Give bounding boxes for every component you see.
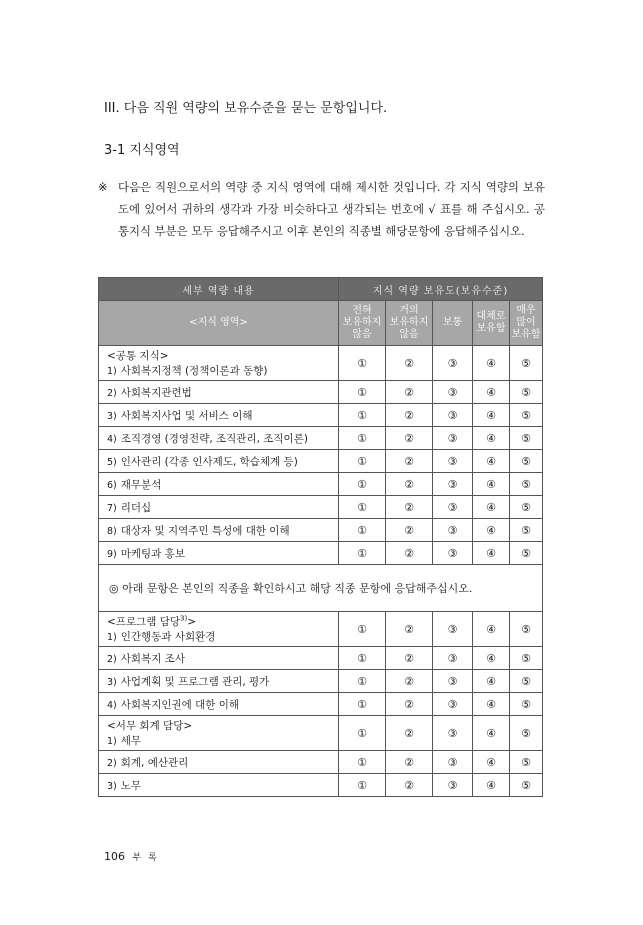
rating-option-2[interactable]: ② xyxy=(386,381,433,404)
header-knowledge-area: <지식 영역> xyxy=(99,301,339,346)
rating-option-2[interactable]: ② xyxy=(386,647,433,670)
rating-option-3[interactable]: ③ xyxy=(433,519,473,542)
knowledge-survey-table xyxy=(98,277,543,797)
table-row xyxy=(99,404,543,427)
rating-option-3[interactable]: ③ xyxy=(433,404,473,427)
rating-option-3[interactable]: ③ xyxy=(433,346,473,381)
item-number: 6) xyxy=(107,479,117,491)
item-label xyxy=(99,751,339,774)
item-text: 사회복지 조사 xyxy=(120,652,185,665)
rating-option-5[interactable]: ⑤ xyxy=(510,716,543,751)
rating-option-2[interactable]: ② xyxy=(386,427,433,450)
rating-option-2[interactable]: ② xyxy=(386,346,433,381)
item-number: 1) xyxy=(107,736,117,747)
item-label xyxy=(99,774,339,797)
rating-option-4[interactable]: ④ xyxy=(473,716,510,751)
rating-option-1[interactable]: ① xyxy=(339,519,386,542)
item-text: 대상자 및 지역주민 특성에 대한 이해 xyxy=(120,524,290,537)
item-label xyxy=(99,404,339,427)
note-text: ◎ 아래 문항은 본인의 직종을 확인하시고 해당 직종 문항에 응답해주십시오. xyxy=(99,565,543,612)
rating-option-2[interactable]: ② xyxy=(386,693,433,716)
item-label xyxy=(99,381,339,404)
item-text: 사회복지사업 및 서비스 이해 xyxy=(120,409,253,422)
item-label xyxy=(99,450,339,473)
item-number: 9) xyxy=(107,548,117,560)
rating-option-3[interactable]: ③ xyxy=(433,427,473,450)
scale-label-5: 매우 많이 보유함 xyxy=(510,301,543,346)
rating-option-1[interactable]: ① xyxy=(339,612,386,647)
rating-option-1[interactable]: ① xyxy=(339,473,386,496)
item-label xyxy=(99,693,339,716)
item-text: 사회복지정책 (정책이론과 동향) xyxy=(120,365,268,377)
rating-option-2[interactable]: ② xyxy=(386,612,433,647)
item-text: 사업계획 및 프로그램 관리, 평가 xyxy=(120,675,270,688)
rating-option-2[interactable]: ② xyxy=(386,716,433,751)
item-number: 4) xyxy=(107,433,117,445)
rating-option-3[interactable]: ③ xyxy=(433,496,473,519)
section-title: III. 다음 직원 역량의 보유수준을 묻는 문항입니다. xyxy=(104,101,388,116)
rating-option-5[interactable]: ⑤ xyxy=(510,404,543,427)
rating-option-4[interactable]: ④ xyxy=(473,751,510,774)
table-row xyxy=(99,716,543,751)
rating-option-4[interactable]: ④ xyxy=(473,473,510,496)
rating-option-1[interactable]: ① xyxy=(339,427,386,450)
item-number: 3) xyxy=(107,676,117,688)
item-number: 2) xyxy=(107,757,117,769)
item-text: 리더십 xyxy=(120,501,152,514)
rating-option-4[interactable]: ④ xyxy=(473,346,510,381)
item-text: 인사관리 (각종 인사제도, 학습체계 등) xyxy=(120,455,298,468)
rating-option-2[interactable]: ② xyxy=(386,473,433,496)
table-row xyxy=(99,450,543,473)
rating-option-2[interactable]: ② xyxy=(386,542,433,565)
rating-option-2[interactable]: ② xyxy=(386,519,433,542)
item-text: 노무 xyxy=(120,779,142,792)
item-number: 2) xyxy=(107,653,117,665)
rating-option-1[interactable]: ① xyxy=(339,450,386,473)
rating-option-5[interactable]: ⑤ xyxy=(510,670,543,693)
table-row xyxy=(99,670,543,693)
sub-title: 3-1 지식영역 xyxy=(104,143,180,158)
table-row xyxy=(99,612,543,647)
item-label xyxy=(99,346,339,381)
item-text: 사회복지인권에 대한 이해 xyxy=(120,698,240,711)
instruction-text: 다음은 직원으로서의 역량 중 지식 영역에 대해 제시한 것입니다. 각 지식 역량의 보유도에 있어서 귀하의 생각과 가장 비슷하다고 생각되는 번호에 √ 표를 해 주십시오. 공통지식 부분은 모두 응답해주시고 이후 본인의 직종별 해당문항에 응답해주십시오. xyxy=(118,180,545,238)
reference-mark: ※ xyxy=(98,180,108,194)
item-text: 세무 xyxy=(120,735,142,747)
table-row xyxy=(99,381,543,404)
rating-option-5[interactable]: ⑤ xyxy=(510,519,543,542)
item-label xyxy=(99,519,339,542)
item-number: 5) xyxy=(107,456,117,468)
rating-option-1[interactable]: ① xyxy=(339,716,386,751)
header-detail-competency: 세부 역량 내용 xyxy=(99,278,339,301)
scale-label-4: 대체로 보유함 xyxy=(473,301,510,346)
rating-option-3[interactable]: ③ xyxy=(433,542,473,565)
rating-option-2[interactable]: ② xyxy=(386,751,433,774)
rating-option-2[interactable]: ② xyxy=(386,496,433,519)
item-label xyxy=(99,473,339,496)
rating-option-5[interactable]: ⑤ xyxy=(510,346,543,381)
table-row xyxy=(99,427,543,450)
rating-option-1[interactable]: ① xyxy=(339,693,386,716)
item-number: 3) xyxy=(107,780,117,792)
item-label xyxy=(99,647,339,670)
rating-option-5[interactable]: ⑤ xyxy=(510,450,543,473)
table-row xyxy=(99,473,543,496)
rating-option-4[interactable]: ④ xyxy=(473,404,510,427)
rating-option-5[interactable]: ⑤ xyxy=(510,693,543,716)
item-text: 인간행동과 사회환경 xyxy=(120,631,216,643)
rating-option-3[interactable]: ③ xyxy=(433,670,473,693)
page-footer xyxy=(104,850,159,863)
rating-option-5[interactable]: ⑤ xyxy=(510,751,543,774)
item-number: 8) xyxy=(107,525,117,537)
instruction-notice xyxy=(98,176,545,242)
rating-option-1[interactable]: ① xyxy=(339,381,386,404)
table-row xyxy=(99,751,543,774)
rating-option-2[interactable]: ② xyxy=(386,404,433,427)
rating-option-4[interactable]: ④ xyxy=(473,693,510,716)
item-number: 3) xyxy=(107,410,117,422)
footnote-ref: 3) xyxy=(180,614,188,623)
item-text: 조직경영 (경영전략, 조직관리, 조직이론) xyxy=(120,432,308,445)
item-label xyxy=(99,670,339,693)
rating-option-4[interactable]: ④ xyxy=(473,670,510,693)
footer-label: 부 록 xyxy=(132,853,159,863)
rating-option-5[interactable]: ⑤ xyxy=(510,496,543,519)
table-row xyxy=(99,774,543,797)
rating-option-3[interactable]: ③ xyxy=(433,693,473,716)
item-text: 사회복지관련법 xyxy=(120,386,192,399)
rating-option-4[interactable]: ④ xyxy=(473,612,510,647)
rating-option-5[interactable]: ⑤ xyxy=(510,774,543,797)
table-header-row xyxy=(99,278,543,301)
rating-option-1[interactable]: ① xyxy=(339,496,386,519)
rating-option-1[interactable]: ① xyxy=(339,404,386,427)
rating-option-2[interactable]: ② xyxy=(386,774,433,797)
table-row xyxy=(99,346,543,381)
item-label xyxy=(99,716,339,751)
item-text: 마케팅과 홍보 xyxy=(120,547,185,560)
rating-option-5[interactable]: ⑤ xyxy=(510,612,543,647)
item-label xyxy=(99,427,339,450)
rating-option-3[interactable]: ③ xyxy=(433,647,473,670)
page-number: 106 xyxy=(104,850,125,863)
rating-option-4[interactable]: ④ xyxy=(473,381,510,404)
table-row xyxy=(99,647,543,670)
rating-option-4[interactable]: ④ xyxy=(473,496,510,519)
group-label: <프로그램 담당$^{3)}$> xyxy=(107,614,196,628)
item-number: 4) xyxy=(107,699,117,711)
rating-option-3[interactable]: ③ xyxy=(433,751,473,774)
item-number: 2) xyxy=(107,387,117,399)
item-number: 7) xyxy=(107,502,117,514)
rating-option-3[interactable]: ③ xyxy=(433,716,473,751)
rating-option-3[interactable]: ③ xyxy=(433,473,473,496)
rating-option-4[interactable]: ④ xyxy=(473,519,510,542)
rating-option-4[interactable]: ④ xyxy=(473,542,510,565)
table-row xyxy=(99,693,543,716)
item-text: 재무분석 xyxy=(120,478,162,491)
table-row xyxy=(99,542,543,565)
item-label xyxy=(99,496,339,519)
group-label: <서무 회계 담당> xyxy=(107,720,193,732)
rating-option-3[interactable]: ③ xyxy=(433,612,473,647)
item-label xyxy=(99,542,339,565)
rating-option-2[interactable]: ② xyxy=(386,450,433,473)
rating-option-5[interactable]: ⑤ xyxy=(510,647,543,670)
rating-option-3[interactable]: ③ xyxy=(433,381,473,404)
rating-option-1[interactable]: ① xyxy=(339,542,386,565)
rating-option-1[interactable]: ① xyxy=(339,774,386,797)
rating-option-4[interactable]: ④ xyxy=(473,450,510,473)
group-label: <공통 지식> xyxy=(107,350,169,362)
rating-option-5[interactable]: ⑤ xyxy=(510,381,543,404)
table-subheader-row xyxy=(99,301,543,346)
rating-option-4[interactable]: ④ xyxy=(473,427,510,450)
rating-option-4[interactable]: ④ xyxy=(473,774,510,797)
item-text: 회계, 예산관리 xyxy=(120,756,189,769)
rating-option-1[interactable]: ① xyxy=(339,670,386,693)
rating-option-1[interactable]: ① xyxy=(339,751,386,774)
scale-label-2: 거의 보유하지 않음 xyxy=(386,301,433,346)
table-row xyxy=(99,496,543,519)
rating-option-5[interactable]: ⑤ xyxy=(510,542,543,565)
scale-label-3: 보통 xyxy=(433,301,473,346)
table-row xyxy=(99,519,543,542)
note-row xyxy=(99,565,543,612)
rating-option-1[interactable]: ① xyxy=(339,647,386,670)
item-number: 1) xyxy=(107,366,117,377)
rating-option-3[interactable]: ③ xyxy=(433,450,473,473)
item-number: 1) xyxy=(107,632,117,643)
scale-label-1: 전혀 보유하지 않음 xyxy=(339,301,386,346)
rating-option-4[interactable]: ④ xyxy=(473,647,510,670)
rating-option-2[interactable]: ② xyxy=(386,670,433,693)
rating-option-1[interactable]: ① xyxy=(339,346,386,381)
item-label xyxy=(99,612,339,647)
rating-option-3[interactable]: ③ xyxy=(433,774,473,797)
header-knowledge-level: 지식 역량 보유도(보유수준) xyxy=(339,278,543,301)
rating-option-5[interactable]: ⑤ xyxy=(510,427,543,450)
rating-option-5[interactable]: ⑤ xyxy=(510,473,543,496)
